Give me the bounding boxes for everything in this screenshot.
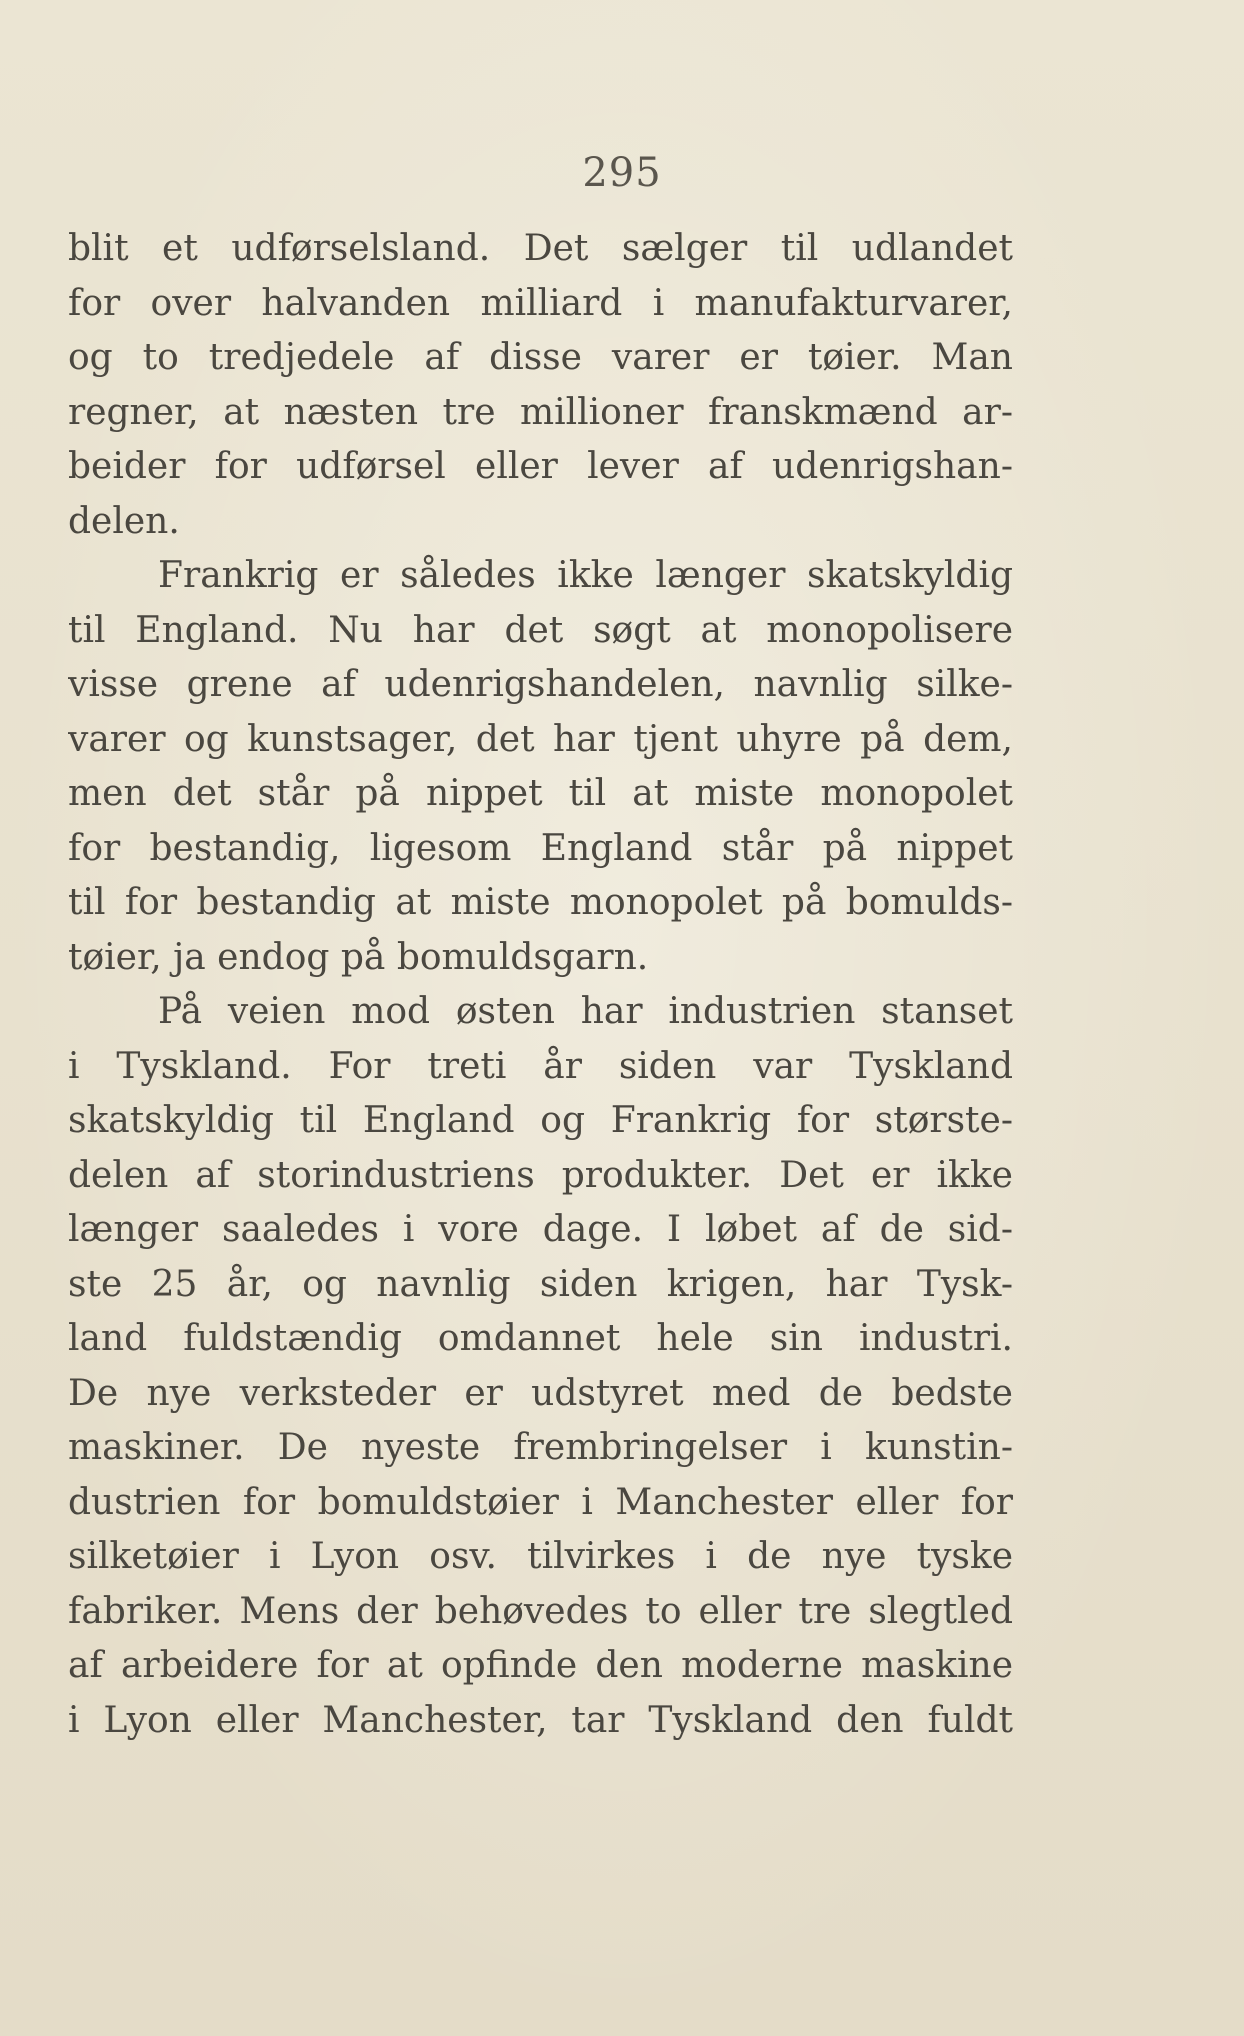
text-line: ste 25 år, og navnlig siden krigen, har Tysk- xyxy=(68,1263,1013,1305)
text-line: Frankrig er således ikke længer skatskyldig xyxy=(158,555,1013,596)
text-line: blit et udførselsland. Det sælger til udlandet xyxy=(68,228,1013,269)
text-line: længer saaledes i vore dage. I løbet af de sid- xyxy=(68,1209,1013,1250)
text-line: og to tredjedele af disse varer er tøier. Man xyxy=(68,337,1013,378)
text-line: men det står på nippet til at miste monopolet xyxy=(68,773,1013,814)
text-line: delen. xyxy=(68,500,180,542)
text-line: skatskyldig til England og Frankrig for største- xyxy=(68,1100,1013,1141)
text-line: varer og kunstsager, det har tjent uhyre på dem, xyxy=(68,718,1013,760)
text-line: beider for udførsel eller lever af udenrigshan- xyxy=(68,446,1013,487)
text-line: tøier, ja endog på bomuldsgarn. xyxy=(68,936,649,978)
text-line: regner, at næsten tre millioner franskmænd ar- xyxy=(68,391,1013,433)
text-line: i Tyskland. For treti år siden var Tyskland xyxy=(68,1045,1013,1087)
text-line: fabriker. Mens der behøvedes to eller tre slegtled xyxy=(68,1590,1013,1632)
body-text xyxy=(68,222,1013,1748)
text-line: De nye verksteder er udstyret med de bedste xyxy=(68,1372,1013,1414)
text-line: silketøier i Lyon osv. tilvirkes i de nye tyske xyxy=(68,1536,1013,1577)
text-line: til England. Nu har det søgt at monopolisere xyxy=(68,609,1013,651)
text-line: maskiner. De nyeste frembringelser i kunstin- xyxy=(68,1427,1013,1468)
text-line: af arbeidere for at opfinde den moderne maskine xyxy=(68,1645,1013,1686)
text-line: land fuldstændig omdannet hele sin industri. xyxy=(68,1318,1013,1359)
text-line: for over halvanden milliard i manufakturvarer, xyxy=(68,282,1013,324)
text-line: til for bestandig at miste monopolet på bomulds- xyxy=(68,882,1013,923)
page-number: 295 xyxy=(582,150,662,196)
text-line: dustrien for bomuldstøier i Manchester eller for xyxy=(68,1481,1013,1523)
text-line: i Lyon eller Manchester, tar Tyskland den fuldt xyxy=(68,1699,1013,1741)
text-line: for bestandig, ligesom England står på nippet xyxy=(68,827,1013,869)
text-line: visse grene af udenrigshandelen, navnlig silke- xyxy=(68,664,1013,705)
text-line: På veien mod østen har industrien stanset xyxy=(158,991,1013,1032)
text-line: delen af storindustriens produkter. Det er ikke xyxy=(68,1154,1013,1196)
